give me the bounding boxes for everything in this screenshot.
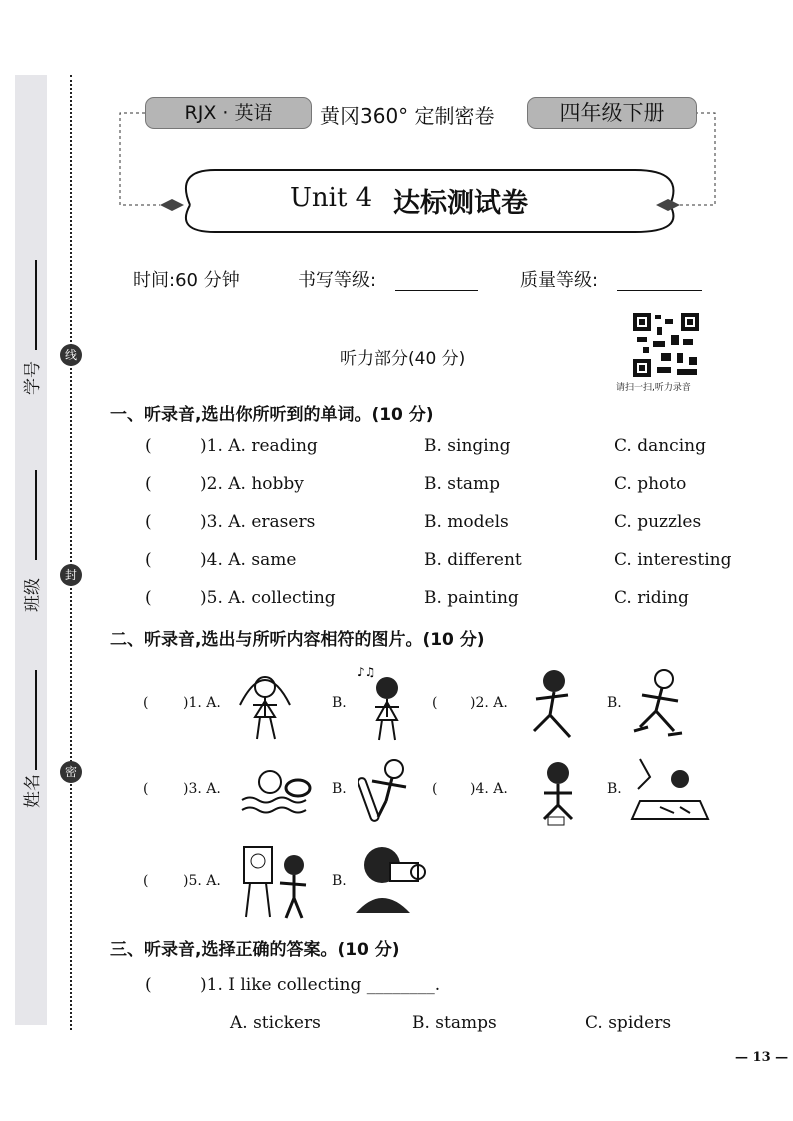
girl-singing-image: [355, 662, 415, 742]
question-option-a: A. stickers: [230, 1013, 321, 1033]
question-option-a: )2. A. hobby: [200, 474, 304, 494]
question-text: )1. I like collecting ________.: [200, 975, 441, 995]
question-option-a: )5. A. collecting: [200, 588, 336, 608]
svg-text:♪♫: ♪♫: [357, 665, 376, 679]
answer-blank[interactable]: (: [145, 512, 152, 532]
question-option-b: B. different: [424, 550, 522, 570]
man-taking-photo-image: [352, 843, 432, 915]
title-unit: Unit 4: [290, 183, 373, 213]
name-line: [35, 670, 37, 770]
boy-skating-image: [628, 665, 688, 743]
question-label: )3. A.: [183, 781, 221, 797]
time-limit: 时间:60 分钟: [133, 270, 240, 291]
grade-badge: 四年级下册: [527, 97, 697, 129]
question-option-b: B. models: [424, 512, 509, 532]
page-number: — 13 —: [735, 1050, 789, 1065]
question-option-c: C. puzzles: [614, 512, 702, 532]
listening-title: 听力部分(40 分): [340, 349, 466, 369]
student-id-line: [35, 260, 37, 350]
question-label: )1. A.: [183, 695, 221, 711]
class-line: [35, 470, 37, 560]
question-option-a: )4. A. same: [200, 550, 297, 570]
section2-heading: 二、听录音,选出与所听内容相符的图片。(10 分): [110, 630, 485, 650]
question-label: )5. A.: [183, 873, 221, 889]
answer-blank[interactable]: (: [143, 873, 149, 889]
qr-caption: 请扫一扫,听力录音: [616, 383, 691, 393]
writing-grade-field[interactable]: [395, 290, 478, 291]
answer-blank[interactable]: (: [145, 550, 152, 570]
name-label: 姓名: [23, 774, 43, 808]
answer-blank[interactable]: (: [145, 588, 152, 608]
cut-line: [70, 75, 72, 1030]
section3-heading: 三、听录音,选择正确的答案。(10 分): [110, 940, 400, 960]
girl-skipping-rope-image: [235, 665, 295, 743]
question-option-b: B. singing: [424, 436, 511, 456]
question-option-a: )3. A. erasers: [200, 512, 316, 532]
question-option-c: C. dancing: [614, 436, 706, 456]
title-cn: 达标测试卷: [393, 188, 528, 219]
answer-blank[interactable]: (: [145, 474, 152, 494]
answer-blank[interactable]: (: [143, 695, 149, 711]
question-option-c: C. photo: [614, 474, 687, 494]
subject-badge: RJX · 英语: [145, 97, 312, 129]
question-option-a: )1. A. reading: [200, 436, 318, 456]
option-b-label: B.: [332, 695, 347, 711]
option-b-label: B.: [607, 695, 622, 711]
answer-blank[interactable]: (: [145, 975, 152, 995]
question-option-b: B. painting: [424, 588, 519, 608]
answer-blank[interactable]: (: [145, 436, 152, 456]
boy-skateboarding-image: [358, 757, 413, 827]
binding-margin: [15, 75, 47, 1025]
answer-blank[interactable]: (: [432, 695, 438, 711]
option-b-label: B.: [332, 781, 347, 797]
series-title: 黄冈360° 定制密卷: [320, 104, 495, 128]
seal-seal: 封: [60, 564, 82, 586]
question-option-b: B. stamps: [412, 1013, 497, 1033]
class-label: 班级: [23, 578, 43, 612]
seal-secret: 密: [60, 761, 82, 783]
boy-running-image: [520, 665, 585, 743]
question-option-c: C. spiders: [585, 1013, 672, 1033]
boy-swimming-image: [240, 760, 315, 820]
question-label: )2. A.: [470, 695, 508, 711]
option-b-label: B.: [607, 781, 622, 797]
answer-blank[interactable]: (: [143, 781, 149, 797]
boy-with-models-image: [530, 757, 585, 829]
qr-code-icon[interactable]: [633, 313, 699, 377]
student-id-label: 学号: [23, 361, 43, 395]
quality-grade-field[interactable]: [617, 290, 702, 291]
answer-blank[interactable]: (: [432, 781, 438, 797]
writing-grade-label: 书写等级:: [298, 270, 377, 291]
boy-at-desk-image: [630, 757, 710, 827]
quality-grade-label: 质量等级:: [520, 270, 599, 291]
question-option-b: B. stamp: [424, 474, 500, 494]
question-label: )4. A.: [470, 781, 508, 797]
section1-heading: 一、听录音,选出你所听到的单词。(10 分): [110, 405, 434, 425]
question-option-c: C. interesting: [614, 550, 732, 570]
boy-painting-image: [240, 843, 315, 921]
seal-line: 线: [60, 344, 82, 366]
question-option-c: C. riding: [614, 588, 689, 608]
option-b-label: B.: [332, 873, 347, 889]
